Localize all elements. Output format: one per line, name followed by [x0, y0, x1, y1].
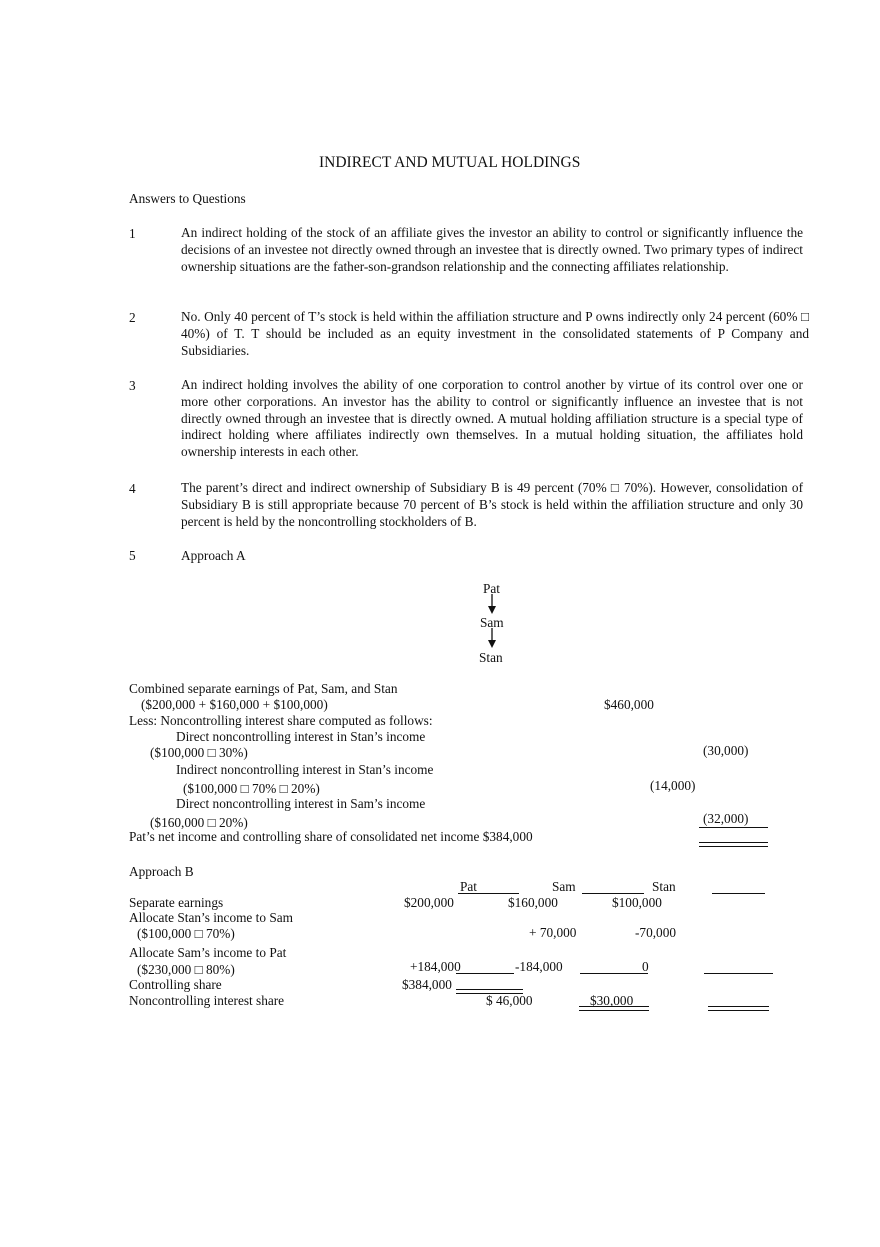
question-number: 3 [129, 378, 136, 393]
nci-share-stan: $30,000 [590, 993, 634, 1008]
combined-earnings-calc: ($200,000 + $160,000 + $100,000) [141, 697, 328, 712]
indirect-stan-value: (14,000) [650, 778, 696, 793]
direct-stan-label: Direct noncontrolling interest in Stan’s income [176, 729, 426, 744]
indirect-stan-calc: ($100,000 □ 70% □ 20%) [183, 781, 320, 796]
question-answer: Approach A [181, 548, 246, 563]
column-header-sam: Sam [552, 879, 576, 894]
underline [582, 893, 644, 894]
approach-b-heading: Approach B [129, 864, 194, 879]
diagram-node-sam: Sam [480, 615, 504, 630]
underline [458, 893, 519, 894]
question-answer: The parent’s direct and indirect ownership of Subsidiary B is 49 percent (70% □ 70%). However, consolidation of Subsidiary B is still appropriate because 70 percent of B’s stock is held within the affiliation structure and only 30 percent is held by the noncontrolling stockholders of B. [181, 480, 803, 529]
combined-earnings-label: Combined separate earnings of Pat, Sam, and Stan [129, 681, 398, 696]
question-answer: No. Only 40 percent of T’s stock is held within the affiliation structure and P owns indirectly only 24 percent (60% □ 40%) of T. T should be included as an equity investment in the consolidated statements of P Company and Subsidiaries. [181, 309, 809, 358]
down-arrow-icon [486, 594, 498, 616]
question-number: 2 [129, 310, 136, 325]
underline [699, 827, 768, 828]
controlling-share-value: $384,000 [402, 977, 452, 992]
diagram-node-stan: Stan [479, 650, 503, 665]
underline [580, 973, 648, 974]
controlling-share-label: Controlling share [129, 977, 222, 992]
net-income-line: Pat’s net income and controlling share of consolidated net income $384,000 [129, 829, 533, 844]
direct-stan-value: (30,000) [703, 743, 749, 758]
allocate-stan-label: Allocate Stan’s income to Sam [129, 910, 293, 925]
column-header-pat: Pat [460, 879, 477, 894]
column-header-stan: Stan [652, 879, 676, 894]
underline [456, 973, 514, 974]
allocate-sam-calc: ($230,000 □ 80%) [137, 962, 235, 977]
allocate-sam-pat: +184,000 [410, 959, 461, 974]
question-number: 1 [129, 226, 136, 241]
underline [704, 973, 773, 974]
allocate-sam-stan: 0 [642, 959, 649, 974]
question-answer: An indirect holding involves the ability of one corporation to control another by virtue of its control over one or more other corporations. An investor has the ability to control or significantly influence an investee that is not directly owned through an investee that is directly owned. A mutual holding affiliation structure is a special type of indirect holding where affiliates indirectly own themselves. In a mutual holding situation, the affiliates hold ownership interests in each other. [181, 377, 803, 460]
direct-stan-calc: ($100,000 □ 30%) [150, 745, 248, 760]
nci-share-label: Noncontrolling interest share [129, 993, 285, 1008]
double-underline [708, 1006, 769, 1011]
separate-earnings-label: Separate earnings [129, 895, 224, 910]
question-number: 5 [129, 548, 136, 563]
direct-sam-value: (32,000) [703, 811, 749, 826]
combined-earnings-value: $460,000 [604, 697, 654, 712]
diagram-node-pat: Pat [483, 581, 500, 596]
double-underline [699, 842, 768, 847]
page-title: INDIRECT AND MUTUAL HOLDINGS [319, 154, 581, 171]
double-underline [579, 1006, 649, 1011]
allocate-sam-label: Allocate Sam’s income to Pat [129, 945, 287, 960]
allocate-stan-calc: ($100,000 □ 70%) [137, 926, 235, 941]
question-answer: An indirect holding of the stock of an affiliate gives the investor an ability to control or significantly influence the decisions of an investee not directly owned through an investee that is directly owned. Two primary types of indirect ownership situations are the father-son-grandson relationship and the connecting affiliates relationship. [181, 225, 803, 274]
allocate-stan-stan: -70,000 [635, 925, 676, 940]
separate-earnings-pat: $200,000 [404, 895, 454, 910]
question-number: 4 [129, 481, 136, 496]
nci-share-sam: $ 46,000 [486, 993, 533, 1008]
underline [712, 893, 765, 894]
less-nci-label: Less: Noncontrolling interest share computed as follows: [129, 713, 433, 728]
direct-sam-label: Direct noncontrolling interest in Sam’s income [176, 796, 426, 811]
allocate-sam-sam: -184,000 [515, 959, 563, 974]
direct-sam-calc: ($160,000 □ 20%) [150, 815, 248, 830]
section-subtitle: Answers to Questions [129, 191, 246, 206]
separate-earnings-stan: $100,000 [612, 895, 662, 910]
allocate-stan-sam: + 70,000 [529, 925, 577, 940]
separate-earnings-sam: $160,000 [508, 895, 558, 910]
down-arrow-icon [486, 628, 498, 650]
indirect-stan-label: Indirect noncontrolling interest in Stan’s income [176, 762, 434, 777]
